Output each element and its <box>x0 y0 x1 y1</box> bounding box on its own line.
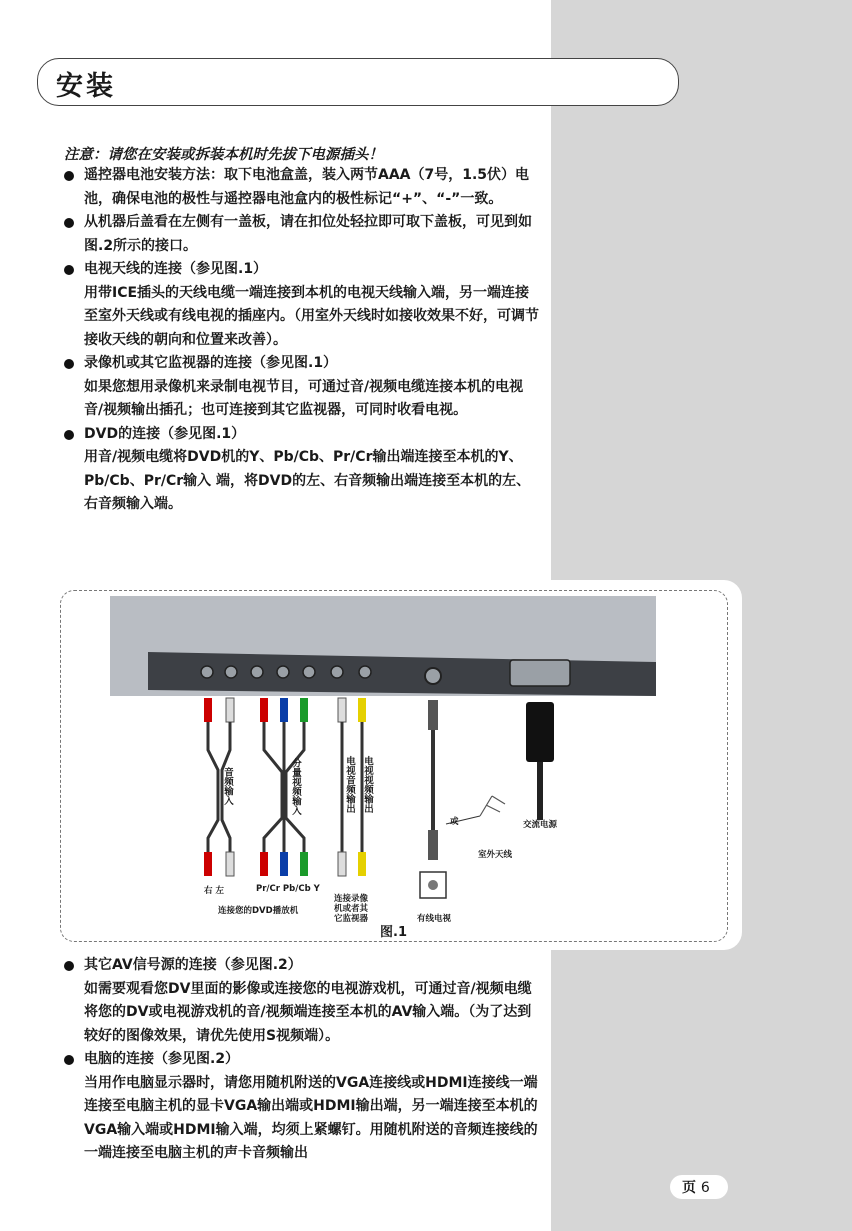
list-item <box>62 164 542 211</box>
list-item <box>62 423 542 517</box>
item-title: DVD的连接（参见图.1） <box>84 425 246 442</box>
item-title: 其它AV信号源的连接（参见图.2） <box>84 957 302 973</box>
antenna-jack <box>425 668 441 684</box>
power-cord <box>526 702 554 820</box>
list-item <box>62 954 542 1048</box>
label-dvd-player: 连接您的DVD播放机 <box>218 906 299 916</box>
list-item <box>62 258 542 352</box>
instructions-top <box>62 164 542 517</box>
item-body: 用音/视频电缆将DVD机的Y、Pb/Cb、Pr/Cr输出端连接至本机的Y、Pb/Cb、Pr/Cr输入 端，将DVD的左、右音频输出端连接至本机的左、右音频输入端。 <box>84 449 531 512</box>
warning-note: 注意：请您在安装或拆装本机时先拔下电源插头！ <box>64 146 383 163</box>
label-audio-in: 音频输入 <box>222 767 233 805</box>
item-body: 如需要观看您DV里面的影像或连接您的电视游戏机，可通过音/视频电缆将您的DV或电视游戏机的音/视频端连接至本机的AV输入端。（为了达到较好的图像效果，请优先使用S视频端）。 <box>84 980 532 1044</box>
item-title: 电脑的连接（参见图.2） <box>84 1051 240 1067</box>
label-tv-video-out: 电视视频输出 <box>362 756 373 813</box>
label-right-left: 右 左 <box>204 886 224 896</box>
page-number <box>682 1177 710 1197</box>
item-body: 用带ICE插头的天线电缆一端连接到本机的电视天线输入端，另一端连接至室外天线或有线电视的插座内。（用室外天线时如接收效果不好，可调节接收天线的朝向和位置来改善）。 <box>84 284 539 348</box>
item-title: 遥控器电池安装方法：取下电池盒盖，装入两节AAA（7号，1.5伏）电池，确保电池的极性与遥控器电池盒内的极性标记“+”、“-”一致。 <box>84 167 530 207</box>
item-title: 从机器后盖看在左侧有一盖板，请在扣位处轻拉即可取下盖板，可见到如图.2所示的接口。 <box>84 214 532 254</box>
label-tv-audio-out: 电视音频输出 <box>344 756 355 813</box>
page-number-value: 6 <box>700 1180 710 1196</box>
label-or: 或 <box>450 817 459 827</box>
label-component-in: 分量视频输入 <box>290 758 301 815</box>
list-item <box>62 352 542 423</box>
label-outdoor-antenna: 室外天线 <box>478 850 513 860</box>
page-label: 页 <box>682 1180 696 1196</box>
section-title: 安装 <box>56 71 116 102</box>
list-item <box>62 1048 542 1166</box>
antenna-cable <box>420 700 505 898</box>
item-title: 电视天线的连接（参见图.1） <box>84 261 268 277</box>
label-ac-power: 交流电源 <box>523 820 558 830</box>
power-socket <box>510 660 570 686</box>
item-body: 如果您想用录像机来录制电视节目，可通过音/视频电缆连接本机的电视音/视频输出插孔；也可连接到其它监视器，可同时收看电视。 <box>84 378 524 418</box>
connection-diagram <box>60 590 728 942</box>
label-cable-tv: 有线电视 <box>417 914 452 924</box>
instructions-bottom <box>62 954 542 1166</box>
item-body: 当用作电脑显示器时，请您用随机附送的VGA连接线或HDMI连接线一端连接至电脑主机的显卡VGA输出端或HDMI输出端，另一端连接至本机的VGA输入端或HDMI输入端，均须上紧螺钉。用随机附送的音频连接线的一端连接至电脑主机的声卡音频输出 <box>84 1074 538 1161</box>
figure-caption: 图.1 <box>380 925 407 940</box>
label-vcr: 连接录像机或者其它监视器 <box>334 894 369 924</box>
label-pr-pb-y: Pr/Cr Pb/Cb Y <box>256 884 320 894</box>
section-title-box <box>37 58 679 106</box>
list-item <box>62 211 542 258</box>
item-title: 录像机或其它监视器的连接（参见图.1） <box>84 355 338 371</box>
